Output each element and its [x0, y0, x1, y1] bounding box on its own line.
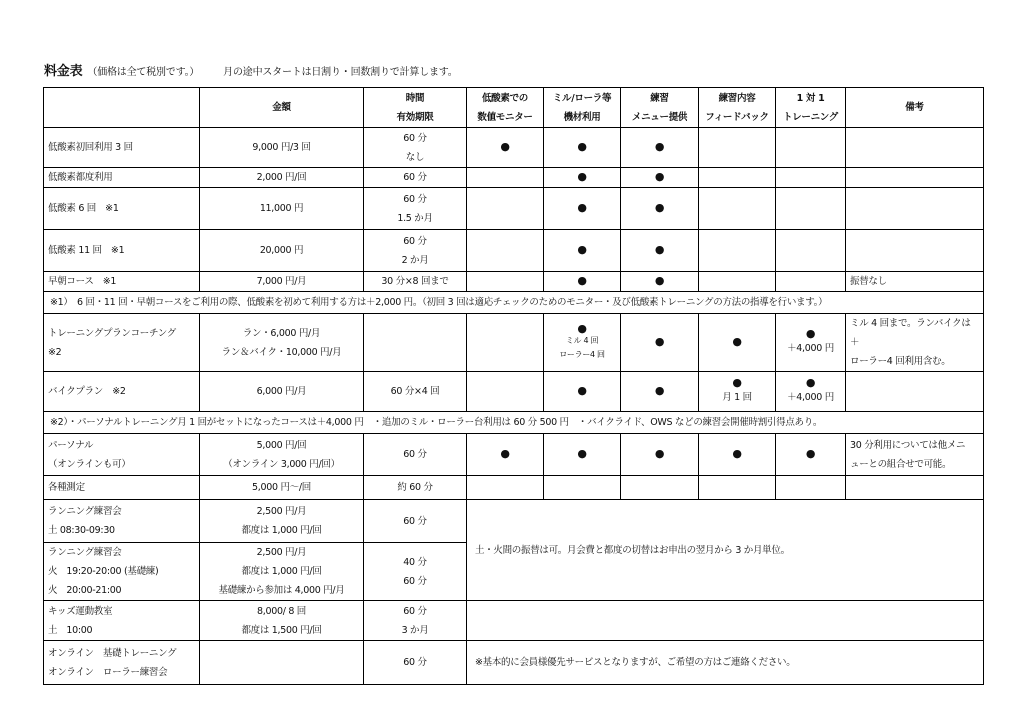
header-name	[44, 88, 200, 128]
row-training	[776, 230, 846, 272]
row-menu	[621, 476, 699, 500]
check-dot: ●	[577, 243, 587, 256]
table-row	[44, 641, 984, 685]
row-time: 30 分×8 回まで	[364, 272, 467, 292]
check-dot: ●	[805, 375, 816, 389]
row-training	[776, 128, 846, 168]
row-price: 20,000 円	[200, 230, 364, 272]
row-remarks	[846, 372, 984, 412]
footnote-1: ※1） 6 回・11 回・早朝コースをご利用の際、低酸素を初めて利用する方は＋2,000 円。（初回 3 回は適応チェックのためのモニター・及び低酸素トレーニングの方法の指導を行います。）	[44, 292, 984, 314]
row-price: 5,000 円～/回	[200, 476, 364, 500]
row-feedback	[699, 168, 776, 188]
proration-note: 月の途中スタートは日割り・回数割りで計算します。	[223, 67, 458, 78]
check-dot: ●	[805, 326, 816, 340]
check-dot: ●	[732, 447, 742, 460]
table-row	[44, 128, 984, 168]
row-menu	[621, 372, 699, 412]
table-row	[44, 476, 984, 500]
table-row	[44, 601, 984, 641]
row-remarks: ミル 4 回まで。ランバイクは＋ ローラー4 回利用含む。	[846, 314, 984, 372]
row-price: 9,000 円/3 回	[200, 128, 364, 168]
row-hypoxia	[467, 128, 544, 168]
row-name: キッズ運動教室 土 10:00	[44, 601, 200, 641]
footnote-row	[44, 412, 984, 434]
check-dot: ●	[577, 201, 587, 214]
row-equipment	[544, 188, 621, 230]
row-hypoxia	[467, 434, 544, 476]
row-time	[364, 314, 467, 372]
row-equipment	[544, 128, 621, 168]
row-name: 低酸素都度利用	[44, 168, 200, 188]
row-price: 11,000 円	[200, 188, 364, 230]
row-equipment	[544, 168, 621, 188]
check-dot: ●	[654, 201, 665, 214]
row-name: 低酸素 11 回 ※1	[44, 230, 200, 272]
row-hypoxia	[467, 168, 544, 188]
row-price: 8,000/ 8 回 都度は 1,500 円/回	[200, 601, 364, 641]
table-row	[44, 188, 984, 230]
row-name: バイクプラン ※2	[44, 372, 200, 412]
row-name: ランニング練習会 土 08:30-09:30	[44, 500, 200, 543]
row-remarks	[846, 168, 984, 188]
row-feedback	[699, 314, 776, 372]
row-feedback	[699, 230, 776, 272]
running-note: 土・火間の振替は可。月会費と都度の切替はお申出の翌月から 3 か月単位。	[467, 500, 984, 601]
row-time: 60 分 なし	[364, 128, 467, 168]
header-price: 金額	[200, 88, 364, 128]
header-remarks: 備考	[846, 88, 984, 128]
check-dot: ●	[654, 384, 665, 397]
check-dot: ●	[654, 274, 665, 287]
row-equipment	[544, 476, 621, 500]
row-training	[776, 168, 846, 188]
row-menu	[621, 128, 699, 168]
row-price: 6,000 円/月	[200, 372, 364, 412]
row-time: 60 分	[364, 641, 467, 685]
row-price: 7,000 円/月	[200, 272, 364, 292]
row-price	[200, 641, 364, 685]
row-empty	[467, 601, 984, 641]
row-name: 低酸素 6 回 ※1	[44, 188, 200, 230]
page-heading	[44, 60, 458, 79]
row-price: 2,000 円/回	[200, 168, 364, 188]
check-dot: ●	[732, 375, 742, 389]
row-menu	[621, 188, 699, 230]
check-dot: ●	[577, 322, 587, 335]
row-hypoxia	[467, 372, 544, 412]
row-training	[776, 272, 846, 292]
table-row	[44, 314, 984, 372]
row-menu	[621, 314, 699, 372]
check-dot: ●	[732, 335, 742, 348]
row-hypoxia	[467, 188, 544, 230]
row-name: パーソナル （オンラインも可）	[44, 434, 200, 476]
check-dot: ●	[577, 384, 587, 397]
row-feedback	[699, 128, 776, 168]
row-menu	[621, 168, 699, 188]
check-dot: ●	[577, 447, 587, 460]
table-row	[44, 230, 984, 272]
check-dot: ●	[654, 170, 665, 183]
header-time: 時間 有効期限	[364, 88, 467, 128]
header-hypoxia: 低酸素での 数値モニター	[467, 88, 544, 128]
row-name: 各種測定	[44, 476, 200, 500]
footnote-2: ※2）・パーソナルトレーニング月 1 回がセットになったコースは＋4,000 円 ・追加のミル・ローラー台利用は 60 分 500 円 ・バイクライド、OWS などの練習会開催時割引得点あり。	[44, 412, 984, 434]
row-equipment	[544, 272, 621, 292]
row-name: 低酸素初回利用 3 回	[44, 128, 200, 168]
row-hypoxia	[467, 230, 544, 272]
row-feedback	[699, 188, 776, 230]
table-row	[44, 168, 984, 188]
table-row	[44, 500, 984, 543]
check-dot: ●	[577, 170, 587, 183]
row-equipment: ● ミル 4 回 ローラー4 回	[544, 314, 621, 372]
check-dot: ●	[654, 140, 665, 153]
row-time: 60 分	[364, 500, 467, 543]
check-dot: ●	[500, 140, 510, 153]
header-row	[44, 88, 984, 128]
row-training	[776, 476, 846, 500]
row-remarks	[846, 230, 984, 272]
check-dot: ●	[654, 335, 665, 348]
row-feedback	[699, 434, 776, 476]
row-remarks: 振替なし	[846, 272, 984, 292]
check-dot: ●	[805, 447, 816, 460]
row-time: 約 60 分	[364, 476, 467, 500]
header-equipment: ミル/ローラ等 機材利用	[544, 88, 621, 128]
row-time: 60 分×4 回	[364, 372, 467, 412]
row-equipment	[544, 434, 621, 476]
table-row	[44, 272, 984, 292]
row-price: 2,500 円/月 都度は 1,000 円/回 基礎練から参加は 4,000 円/月	[200, 543, 364, 601]
row-remarks: 30 分利用については他メニ ューとの組合せで可能。	[846, 434, 984, 476]
row-equipment	[544, 230, 621, 272]
row-feedback: ● 月 1 回	[699, 372, 776, 412]
row-menu	[621, 434, 699, 476]
row-time: 60 分	[364, 168, 467, 188]
check-dot: ●	[654, 447, 665, 460]
row-hypoxia	[467, 272, 544, 292]
tax-note: （価格は全て税別です。）	[87, 67, 200, 78]
row-training	[776, 434, 846, 476]
row-menu	[621, 230, 699, 272]
row-time: 60 分	[364, 434, 467, 476]
table-row	[44, 434, 984, 476]
row-price: 5,000 円/回 （オンライン 3,000 円/回）	[200, 434, 364, 476]
check-dot: ●	[577, 140, 587, 153]
header-menu: 練習 メニュー提供	[621, 88, 699, 128]
row-name: トレーニングプランコーチング ※2	[44, 314, 200, 372]
page-title: 料金表	[44, 64, 83, 79]
row-time: 60 分 1.5 か月	[364, 188, 467, 230]
table-row	[44, 372, 984, 412]
fee-table	[43, 87, 984, 685]
row-remarks	[846, 188, 984, 230]
row-time: 40 分 60 分	[364, 543, 467, 601]
row-training	[776, 188, 846, 230]
row-remarks	[846, 128, 984, 168]
check-dot: ●	[577, 274, 587, 287]
row-menu	[621, 272, 699, 292]
row-name: ランニング練習会 火 19:20-20:00 (基礎練) 火 20:00-21:00	[44, 543, 200, 601]
header-training: 1 対 1 トレーニング	[776, 88, 846, 128]
header-feedback: 練習内容 フィードバック	[699, 88, 776, 128]
row-price: ラン・6,000 円/月 ラン＆バイク・10,000 円/月	[200, 314, 364, 372]
row-hypoxia	[467, 314, 544, 372]
row-training: ● ＋4,000 円	[776, 314, 846, 372]
check-dot: ●	[654, 243, 665, 256]
row-feedback	[699, 272, 776, 292]
check-dot: ●	[500, 447, 510, 460]
row-name: オンライン 基礎トレーニング オンライン ローラー練習会	[44, 641, 200, 685]
online-note: ※基本的に会員様優先サービスとなりますが、ご希望の方はご連絡ください。	[467, 641, 984, 685]
row-time: 60 分 3 か月	[364, 601, 467, 641]
row-price: 2,500 円/月 都度は 1,000 円/回	[200, 500, 364, 543]
row-feedback	[699, 476, 776, 500]
row-name: 早朝コース ※1	[44, 272, 200, 292]
row-remarks	[846, 476, 984, 500]
row-training: ● ＋4,000 円	[776, 372, 846, 412]
row-time: 60 分 2 か月	[364, 230, 467, 272]
footnote-row	[44, 292, 984, 314]
row-hypoxia	[467, 476, 544, 500]
row-equipment	[544, 372, 621, 412]
